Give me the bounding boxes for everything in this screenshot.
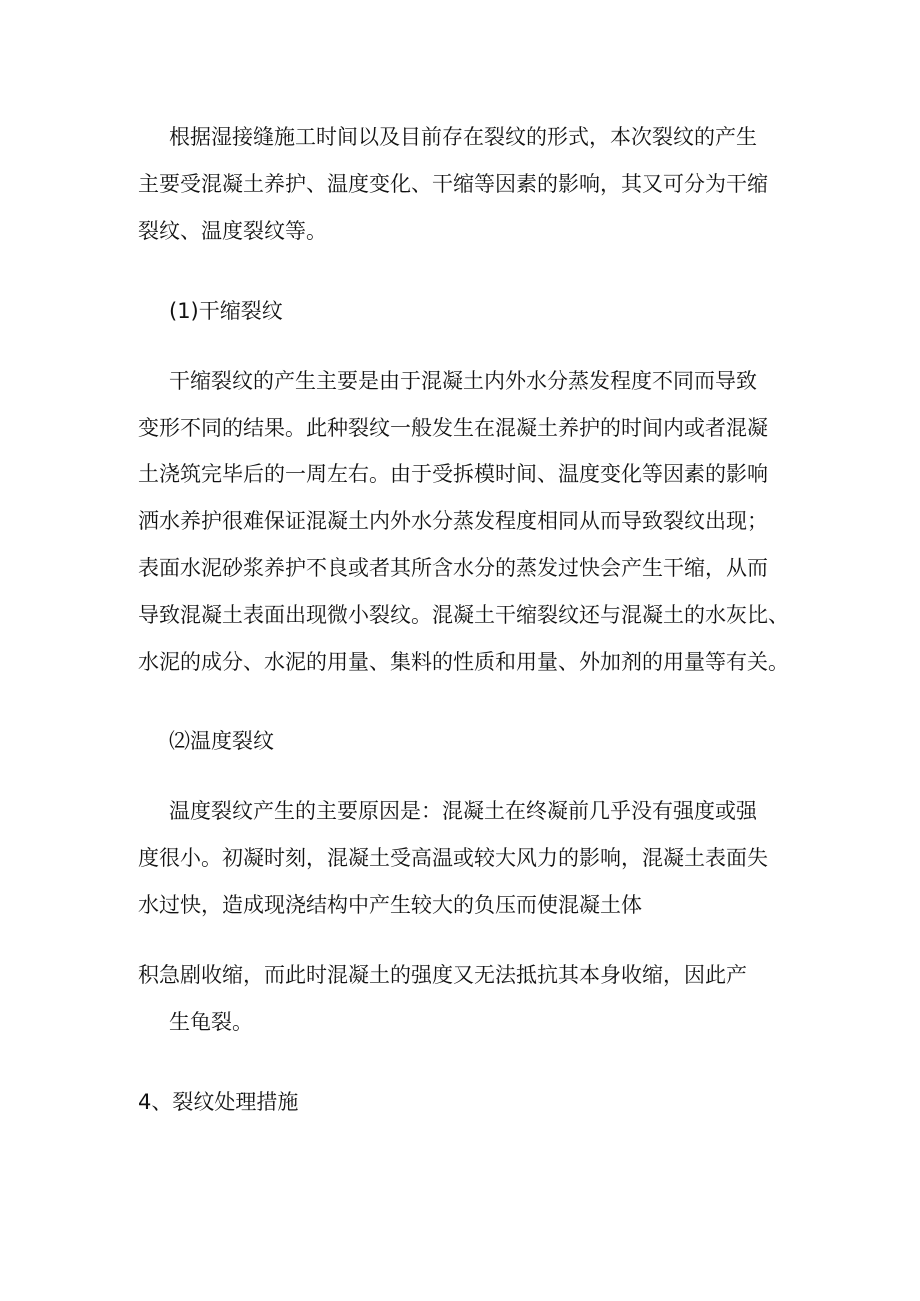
temperature-paragraph-line-1: 温度裂纹产生的主要原因是：混凝土在终凝前几乎没有强度或强 (169, 799, 757, 823)
shrinkage-paragraph-line-2: 变形不同的结果。此种裂纹一般发生在混凝土养护的时间内或者混凝 (138, 416, 768, 440)
shrinkage-paragraph-line-4: 洒水养护很难保证混凝土内外水分蒸发程度相同从而导致裂纹出现； (138, 509, 768, 533)
temperature-continuation-line-1: 积急剧收缩，而此时混凝土的强度又无法抵抗其本身收缩，因此产 (138, 963, 747, 987)
shrinkage-paragraph-line-5: 表面水泥砂浆养护不良或者其所含水分的蒸发过快会产生干缩，从而 (138, 556, 768, 580)
shrinkage-paragraph-line-1: 干缩裂纹的产生主要是由于混凝土内外水分蒸发程度不同而导致 (169, 369, 757, 393)
shrinkage-paragraph-line-3: 土浇筑完毕后的一周左右。由于受拆模时间、温度变化等因素的影响 (138, 462, 768, 486)
section-4-heading: 4、裂纹处理措施 (138, 1090, 299, 1114)
shrinkage-paragraph-line-6: 导致混凝土表面出现微小裂纹。混凝土干缩裂纹还与混凝土的水灰比、 (138, 603, 789, 627)
shrinkage-heading: (1)干缩裂纹 (169, 299, 283, 323)
intro-paragraph-line-1: 根据湿接缝施工时间以及目前存在裂纹的形式，本次裂纹的产生 (169, 125, 757, 149)
shrinkage-paragraph-line-7: 水泥的成分、水泥的用量、集料的性质和用量、外加剂的用量等有关。 (138, 650, 789, 674)
temperature-heading: ⑵温度裂纹 (169, 729, 274, 753)
intro-paragraph-line-2: 主要受混凝土养护、温度变化、干缩等因素的影响，其又可分为干缩 (138, 172, 768, 196)
intro-paragraph-line-3: 裂纹、温度裂纹等。 (138, 219, 327, 243)
temperature-paragraph-line-3: 水过快，造成现浇结构中产生较大的负压而使混凝土体 (138, 893, 642, 917)
temperature-continuation-line-2: 生龟裂。 (169, 1010, 253, 1034)
temperature-paragraph-line-2: 度很小。初凝时刻，混凝土受高温或较大风力的影响，混凝土表面失 (138, 846, 768, 870)
